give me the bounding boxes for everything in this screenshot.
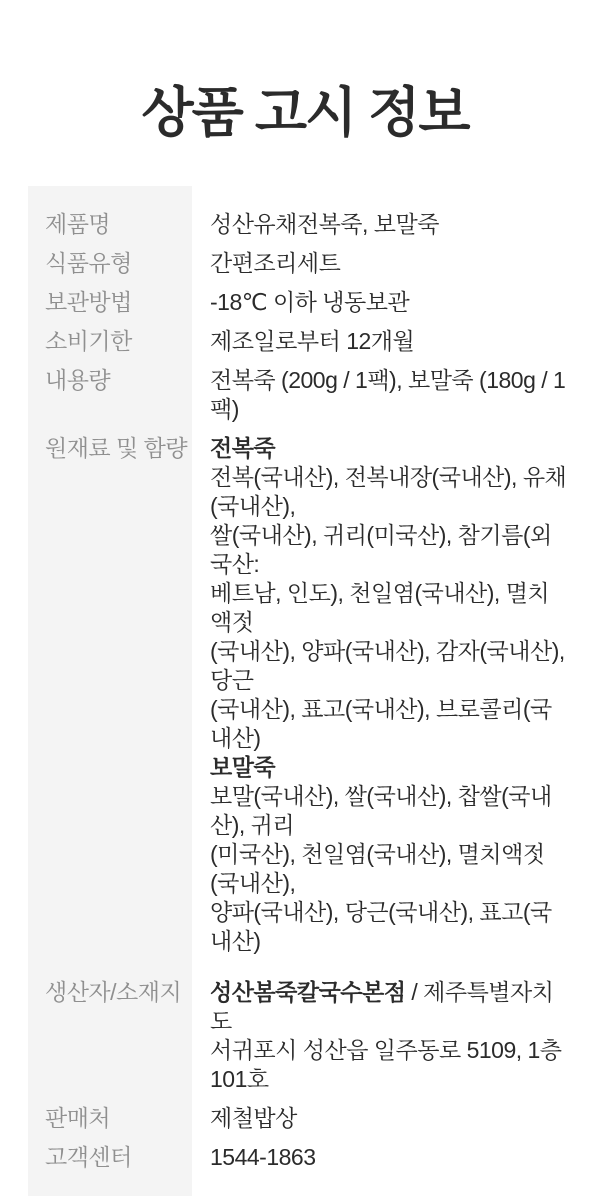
row-label: 생산자/소재지 bbox=[45, 979, 182, 1005]
ingredient-line: 전복(국내산), 전복내장(국내산), 유채(국내산), bbox=[210, 464, 567, 519]
table-row-producer bbox=[28, 973, 584, 1099]
producer-separator: / bbox=[405, 979, 424, 1005]
producer-region: 제주특별자치도 bbox=[210, 979, 554, 1034]
producer-name: 성산봄죽칼국수본점 bbox=[210, 979, 406, 1005]
row-label: 보관방법 bbox=[45, 289, 132, 315]
row-value: 제철밥상 bbox=[210, 1105, 297, 1131]
row-value: -18℃ 이하 냉동보관 bbox=[210, 289, 410, 315]
row-label: 내용량 bbox=[45, 367, 111, 393]
row-label: 식품유형 bbox=[45, 250, 132, 276]
ingredient-section-title: 보말죽 bbox=[210, 754, 276, 780]
row-value: 제조일로부터 12개월 bbox=[210, 328, 415, 354]
product-info-table bbox=[28, 186, 584, 1196]
ingredient-line: (미국산), 천일염(국내산), 멸치액젓(국내산), bbox=[210, 841, 545, 896]
row-value: 간편조리세트 bbox=[210, 250, 341, 276]
row-value: 1544-1863 bbox=[210, 1144, 316, 1170]
row-value-ingredients bbox=[210, 434, 570, 956]
table-row-expiration bbox=[28, 322, 584, 361]
row-value: 성산유채전복죽, 보말죽 bbox=[210, 211, 439, 237]
producer-address: 서귀포시 성산읍 일주동로 5109, 1층 101호 bbox=[210, 1037, 562, 1092]
ingredient-line: 양파(국내산), 당근(국내산), 표고(국내산) bbox=[210, 899, 552, 954]
ingredient-line: (국내산), 양파(국내산), 감자(국내산), 당근 bbox=[210, 638, 565, 693]
row-value-producer bbox=[210, 978, 570, 1094]
ingredient-line: 보말(국내산), 쌀(국내산), 찹쌀(국내산), 귀리 bbox=[210, 783, 552, 838]
ingredient-section-title: 전복죽 bbox=[210, 435, 276, 461]
ingredient-line: (국내산), 표고(국내산), 브로콜리(국내산) bbox=[210, 696, 552, 751]
row-label: 고객센터 bbox=[45, 1144, 132, 1170]
table-row-food-type bbox=[28, 244, 584, 283]
table-row-ingredients bbox=[28, 429, 584, 961]
ingredient-line: 쌀(국내산), 귀리(미국산), 참기름(외국산: bbox=[210, 522, 552, 577]
page-title: 상품 고시 정보 bbox=[141, 83, 469, 143]
table-row-storage-method bbox=[28, 283, 584, 322]
table-row-product-name bbox=[28, 205, 584, 244]
row-label: 소비기한 bbox=[45, 328, 132, 354]
row-label: 판매처 bbox=[45, 1105, 111, 1131]
ingredient-line: 베트남, 인도), 천일염(국내산), 멸치액젓 bbox=[210, 580, 550, 635]
row-label: 원재료 및 함량 bbox=[45, 435, 188, 461]
table-row-net-content bbox=[28, 361, 584, 429]
row-label: 제품명 bbox=[45, 211, 111, 237]
row-value: 전복죽 (200g / 1팩), 보말죽 (180g / 1팩) bbox=[210, 367, 566, 422]
table-row-seller bbox=[28, 1099, 584, 1138]
producer-name-line bbox=[210, 978, 570, 1036]
table-row-customer-center bbox=[28, 1138, 584, 1177]
